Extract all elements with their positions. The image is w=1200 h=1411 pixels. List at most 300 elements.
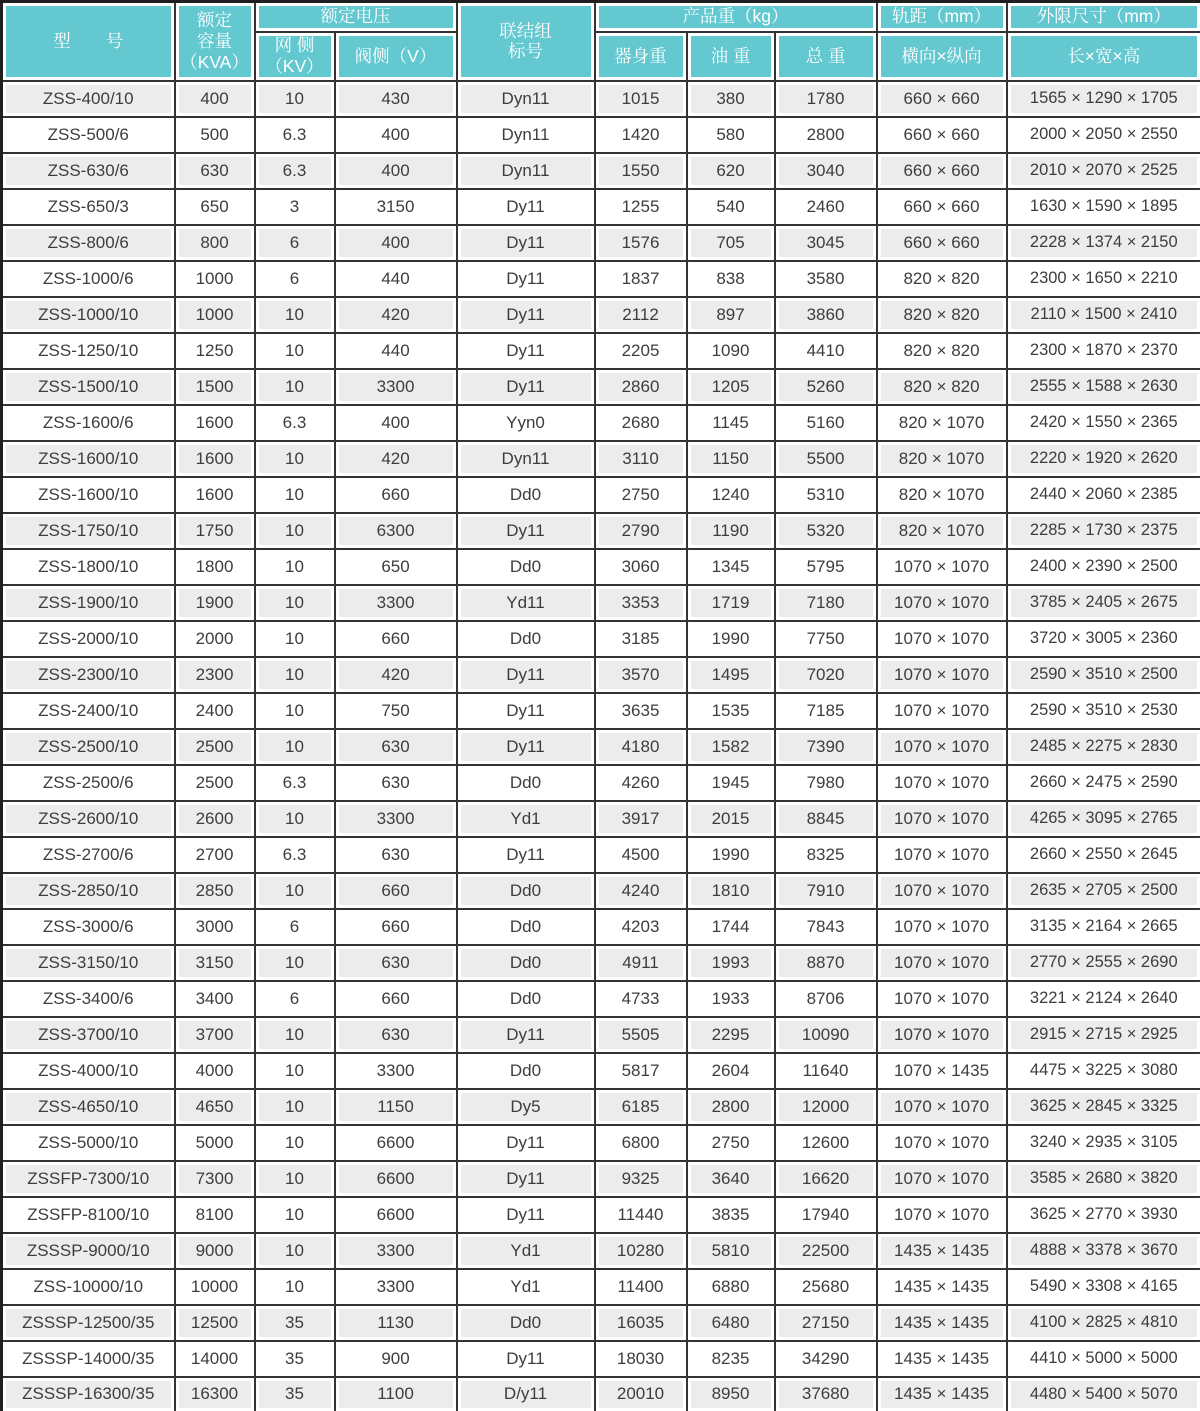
cell-model: ZSS-2500/10 — [2, 729, 175, 765]
cell-oil-weight: 8235 — [687, 1341, 775, 1377]
cell-model: ZSS-3700/10 — [2, 1017, 175, 1053]
cell-body-weight: 2790 — [595, 513, 687, 549]
cell-capacity: 10000 — [175, 1269, 255, 1305]
cell-gauge: 660 × 660 — [877, 153, 1007, 189]
cell-model: ZSS-1900/10 — [2, 585, 175, 621]
cell-valve-side: 660 — [335, 477, 457, 513]
cell-model: ZSS-2000/10 — [2, 621, 175, 657]
cell-grid-side: 10 — [255, 1269, 335, 1305]
cell-valve-side: 3300 — [335, 1269, 457, 1305]
cell-body-weight: 1576 — [595, 225, 687, 261]
cell-model: ZSS-4650/10 — [2, 1089, 175, 1125]
col-group-weight: 产品重（kg） — [595, 2, 877, 32]
cell-capacity: 2000 — [175, 621, 255, 657]
cell-oil-weight: 1990 — [687, 621, 775, 657]
cell-grid-side: 10 — [255, 657, 335, 693]
cell-total-weight: 7390 — [775, 729, 877, 765]
cell-model: ZSS-2400/10 — [2, 693, 175, 729]
cell-gauge: 820 × 820 — [877, 333, 1007, 369]
table-row — [2, 765, 1200, 801]
cell-capacity: 1750 — [175, 513, 255, 549]
cell-total-weight: 7750 — [775, 621, 877, 657]
cell-model: ZSS-2600/10 — [2, 801, 175, 837]
cell-dimensions: 3240 × 2935 × 3105 — [1007, 1125, 1200, 1161]
cell-connection: Dd0 — [457, 873, 595, 909]
cell-dimensions: 4100 × 2825 × 4810 — [1007, 1305, 1200, 1341]
cell-oil-weight: 8950 — [687, 1377, 775, 1411]
table-row — [2, 1017, 1200, 1053]
cell-body-weight: 4500 — [595, 837, 687, 873]
cell-body-weight: 4733 — [595, 981, 687, 1017]
cell-dimensions: 2220 × 1920 × 2620 — [1007, 441, 1200, 477]
table-row — [2, 1125, 1200, 1161]
cell-dimensions: 2660 × 2550 × 2645 — [1007, 837, 1200, 873]
cell-total-weight: 37680 — [775, 1377, 877, 1411]
cell-gauge: 660 × 660 — [877, 117, 1007, 153]
cell-grid-side: 10 — [255, 1089, 335, 1125]
cell-dimensions: 2915 × 2715 × 2925 — [1007, 1017, 1200, 1053]
cell-capacity: 2300 — [175, 657, 255, 693]
cell-body-weight: 3110 — [595, 441, 687, 477]
cell-connection: Dy11 — [457, 297, 595, 333]
table-row — [2, 1233, 1200, 1269]
cell-body-weight: 6185 — [595, 1089, 687, 1125]
cell-oil-weight: 1205 — [687, 369, 775, 405]
cell-capacity: 14000 — [175, 1341, 255, 1377]
cell-valve-side: 3300 — [335, 369, 457, 405]
cell-model: ZSS-1000/10 — [2, 297, 175, 333]
cell-capacity: 3150 — [175, 945, 255, 981]
cell-body-weight: 4911 — [595, 945, 687, 981]
cell-gauge: 1070 × 1070 — [877, 585, 1007, 621]
cell-dimensions: 2555 × 1588 × 2630 — [1007, 369, 1200, 405]
cell-capacity: 1500 — [175, 369, 255, 405]
col-header-model-label: 型 号 — [53, 30, 124, 51]
cell-grid-side: 35 — [255, 1305, 335, 1341]
cell-connection: Dy11 — [457, 1017, 595, 1053]
cell-body-weight: 1255 — [595, 189, 687, 225]
cell-total-weight: 3040 — [775, 153, 877, 189]
cell-model: ZSS-3000/6 — [2, 909, 175, 945]
cell-connection: Yd11 — [457, 585, 595, 621]
cell-model: ZSSSP-9000/10 — [2, 1233, 175, 1269]
cell-model: ZSS-1800/10 — [2, 549, 175, 585]
cell-grid-side: 10 — [255, 369, 335, 405]
cell-valve-side: 660 — [335, 873, 457, 909]
table-row — [2, 1377, 1200, 1411]
cell-total-weight: 8845 — [775, 801, 877, 837]
cell-gauge: 1070 × 1435 — [877, 1053, 1007, 1089]
cell-grid-side: 10 — [255, 1125, 335, 1161]
table-row — [2, 945, 1200, 981]
cell-grid-side: 6 — [255, 909, 335, 945]
cell-dimensions: 2485 × 2275 × 2830 — [1007, 729, 1200, 765]
table-row — [2, 405, 1200, 441]
col-header-body-weight: 器身重 — [595, 32, 687, 81]
cell-gauge: 1070 × 1070 — [877, 945, 1007, 981]
cell-total-weight: 5260 — [775, 369, 877, 405]
cell-oil-weight: 1535 — [687, 693, 775, 729]
cell-capacity: 4650 — [175, 1089, 255, 1125]
cell-body-weight: 20010 — [595, 1377, 687, 1411]
cell-capacity: 2850 — [175, 873, 255, 909]
cell-oil-weight: 1495 — [687, 657, 775, 693]
table-row — [2, 81, 1200, 117]
cell-total-weight: 3580 — [775, 261, 877, 297]
cell-model: ZSS-1600/10 — [2, 477, 175, 513]
cell-body-weight: 3917 — [595, 801, 687, 837]
cell-connection: Dyn11 — [457, 153, 595, 189]
table-row — [2, 513, 1200, 549]
cell-grid-side: 10 — [255, 621, 335, 657]
cell-body-weight: 4203 — [595, 909, 687, 945]
cell-connection: Dd0 — [457, 1053, 595, 1089]
table-row — [2, 1089, 1200, 1125]
cell-connection: Dd0 — [457, 909, 595, 945]
cell-oil-weight: 1993 — [687, 945, 775, 981]
cell-body-weight: 2860 — [595, 369, 687, 405]
cell-oil-weight: 2800 — [687, 1089, 775, 1125]
cell-total-weight: 7980 — [775, 765, 877, 801]
cell-dimensions: 3625 × 2845 × 3325 — [1007, 1089, 1200, 1125]
cell-capacity: 2500 — [175, 765, 255, 801]
cell-gauge: 1070 × 1070 — [877, 549, 1007, 585]
table-row — [2, 1053, 1200, 1089]
col-header-oil-weight: 油 重 — [687, 32, 775, 81]
cell-capacity: 1000 — [175, 297, 255, 333]
cell-oil-weight: 1719 — [687, 585, 775, 621]
cell-total-weight: 8706 — [775, 981, 877, 1017]
cell-oil-weight: 1990 — [687, 837, 775, 873]
cell-valve-side: 3300 — [335, 801, 457, 837]
cell-model: ZSS-400/10 — [2, 81, 175, 117]
cell-dimensions: 2228 × 1374 × 2150 — [1007, 225, 1200, 261]
cell-grid-side: 35 — [255, 1341, 335, 1377]
cell-gauge: 1070 × 1070 — [877, 1125, 1007, 1161]
cell-dimensions: 4410 × 5000 × 5000 — [1007, 1341, 1200, 1377]
cell-capacity: 2700 — [175, 837, 255, 873]
cell-valve-side: 6600 — [335, 1197, 457, 1233]
cell-valve-side: 6600 — [335, 1125, 457, 1161]
cell-model: ZSSSP-16300/35 — [2, 1377, 175, 1411]
table-row — [2, 1269, 1200, 1305]
cell-capacity: 1250 — [175, 333, 255, 369]
cell-total-weight: 16620 — [775, 1161, 877, 1197]
cell-body-weight: 1420 — [595, 117, 687, 153]
cell-oil-weight: 2295 — [687, 1017, 775, 1053]
col-header-dimensions: 长×宽×高 — [1007, 32, 1200, 81]
cell-dimensions: 2400 × 2390 × 2500 — [1007, 549, 1200, 585]
cell-total-weight: 22500 — [775, 1233, 877, 1269]
cell-capacity: 8100 — [175, 1197, 255, 1233]
cell-gauge: 820 × 1070 — [877, 441, 1007, 477]
cell-valve-side: 3150 — [335, 189, 457, 225]
cell-valve-side: 420 — [335, 657, 457, 693]
cell-oil-weight: 5810 — [687, 1233, 775, 1269]
cell-connection: Dd0 — [457, 621, 595, 657]
cell-connection: Dy5 — [457, 1089, 595, 1125]
cell-capacity: 1600 — [175, 477, 255, 513]
cell-oil-weight: 2604 — [687, 1053, 775, 1089]
cell-gauge: 1070 × 1070 — [877, 801, 1007, 837]
cell-oil-weight: 1744 — [687, 909, 775, 945]
cell-capacity: 800 — [175, 225, 255, 261]
cell-oil-weight: 580 — [687, 117, 775, 153]
cell-dimensions: 5490 × 3308 × 4165 — [1007, 1269, 1200, 1305]
cell-oil-weight: 1582 — [687, 729, 775, 765]
cell-grid-side: 10 — [255, 477, 335, 513]
col-header-grid-side-line1: 网 侧 — [274, 35, 315, 56]
cell-total-weight: 5500 — [775, 441, 877, 477]
cell-gauge: 820 × 1070 — [877, 405, 1007, 441]
cell-connection: Dy11 — [457, 1161, 595, 1197]
cell-oil-weight: 1345 — [687, 549, 775, 585]
cell-total-weight: 12600 — [775, 1125, 877, 1161]
cell-total-weight: 2460 — [775, 189, 877, 225]
cell-body-weight: 1015 — [595, 81, 687, 117]
cell-oil-weight: 1933 — [687, 981, 775, 1017]
header-row-groups — [2, 2, 1200, 32]
cell-body-weight: 4180 — [595, 729, 687, 765]
cell-capacity: 1600 — [175, 405, 255, 441]
cell-body-weight: 3570 — [595, 657, 687, 693]
cell-grid-side: 10 — [255, 1233, 335, 1269]
cell-grid-side: 6.3 — [255, 117, 335, 153]
cell-dimensions: 3221 × 2124 × 2640 — [1007, 981, 1200, 1017]
cell-oil-weight: 897 — [687, 297, 775, 333]
cell-total-weight: 7843 — [775, 909, 877, 945]
cell-grid-side: 6 — [255, 981, 335, 1017]
cell-model: ZSS-1250/10 — [2, 333, 175, 369]
cell-valve-side: 750 — [335, 693, 457, 729]
cell-oil-weight: 1945 — [687, 765, 775, 801]
cell-body-weight: 4260 — [595, 765, 687, 801]
cell-total-weight: 25680 — [775, 1269, 877, 1305]
cell-dimensions: 2010 × 2070 × 2525 — [1007, 153, 1200, 189]
cell-total-weight: 5795 — [775, 549, 877, 585]
table-row — [2, 837, 1200, 873]
cell-oil-weight: 705 — [687, 225, 775, 261]
col-header-capacity-line3: （KVA） — [180, 51, 249, 72]
cell-dimensions: 2660 × 2475 × 2590 — [1007, 765, 1200, 801]
cell-body-weight: 5817 — [595, 1053, 687, 1089]
cell-oil-weight: 6480 — [687, 1305, 775, 1341]
cell-capacity: 16300 — [175, 1377, 255, 1411]
cell-oil-weight: 1190 — [687, 513, 775, 549]
cell-body-weight: 1550 — [595, 153, 687, 189]
cell-dimensions: 4265 × 3095 × 2765 — [1007, 801, 1200, 837]
table-row — [2, 225, 1200, 261]
table-row — [2, 621, 1200, 657]
cell-gauge: 660 × 660 — [877, 189, 1007, 225]
table-row — [2, 441, 1200, 477]
col-group-gauge: 轨距（mm） — [877, 2, 1007, 32]
cell-connection: Yyn0 — [457, 405, 595, 441]
cell-gauge: 1070 × 1070 — [877, 981, 1007, 1017]
cell-body-weight: 1837 — [595, 261, 687, 297]
cell-gauge: 820 × 820 — [877, 369, 1007, 405]
cell-body-weight: 3185 — [595, 621, 687, 657]
cell-connection: Dy11 — [457, 729, 595, 765]
cell-body-weight: 3060 — [595, 549, 687, 585]
cell-connection: Yd1 — [457, 1233, 595, 1269]
table-row — [2, 549, 1200, 585]
cell-valve-side: 630 — [335, 945, 457, 981]
cell-oil-weight: 6880 — [687, 1269, 775, 1305]
col-header-gauge: 横向×纵向 — [877, 32, 1007, 81]
cell-capacity: 3000 — [175, 909, 255, 945]
cell-valve-side: 3300 — [335, 1233, 457, 1269]
cell-grid-side: 10 — [255, 297, 335, 333]
cell-dimensions: 3785 × 2405 × 2675 — [1007, 585, 1200, 621]
cell-valve-side: 1100 — [335, 1377, 457, 1411]
cell-capacity: 400 — [175, 81, 255, 117]
cell-capacity: 12500 — [175, 1305, 255, 1341]
col-header-capacity — [175, 2, 255, 81]
cell-model: ZSS-1500/10 — [2, 369, 175, 405]
col-header-valve-side: 阀侧（V） — [335, 32, 457, 81]
table-body — [2, 81, 1200, 1411]
cell-connection: Dy11 — [457, 513, 595, 549]
cell-gauge: 1070 × 1070 — [877, 1161, 1007, 1197]
cell-dimensions: 2635 × 2705 × 2500 — [1007, 873, 1200, 909]
cell-gauge: 820 × 820 — [877, 261, 1007, 297]
cell-connection: Dd0 — [457, 981, 595, 1017]
cell-grid-side: 10 — [255, 693, 335, 729]
cell-connection: Dy11 — [457, 837, 595, 873]
col-group-dimensions: 外限尺寸（mm） — [1007, 2, 1200, 32]
cell-valve-side: 400 — [335, 405, 457, 441]
cell-valve-side: 400 — [335, 117, 457, 153]
cell-valve-side: 440 — [335, 261, 457, 297]
cell-capacity: 2400 — [175, 693, 255, 729]
cell-oil-weight: 1150 — [687, 441, 775, 477]
cell-total-weight: 3860 — [775, 297, 877, 333]
cell-dimensions: 1565 × 1290 × 1705 — [1007, 81, 1200, 117]
cell-gauge: 1070 × 1070 — [877, 693, 1007, 729]
table-row — [2, 585, 1200, 621]
cell-body-weight: 3635 — [595, 693, 687, 729]
cell-valve-side: 420 — [335, 297, 457, 333]
cell-grid-side: 35 — [255, 1377, 335, 1411]
cell-capacity: 7300 — [175, 1161, 255, 1197]
col-header-connection-line2: 标号 — [508, 41, 543, 62]
cell-valve-side: 1150 — [335, 1089, 457, 1125]
cell-grid-side: 10 — [255, 333, 335, 369]
cell-oil-weight: 1090 — [687, 333, 775, 369]
cell-dimensions: 3135 × 2164 × 2665 — [1007, 909, 1200, 945]
table-row — [2, 981, 1200, 1017]
cell-oil-weight: 2015 — [687, 801, 775, 837]
cell-grid-side: 10 — [255, 729, 335, 765]
cell-connection: Dyn11 — [457, 117, 595, 153]
cell-valve-side: 630 — [335, 1017, 457, 1053]
cell-total-weight: 7910 — [775, 873, 877, 909]
table-row — [2, 729, 1200, 765]
cell-gauge: 1070 × 1070 — [877, 837, 1007, 873]
cell-connection: Yd1 — [457, 1269, 595, 1305]
table-row — [2, 909, 1200, 945]
cell-total-weight: 7020 — [775, 657, 877, 693]
cell-model: ZSS-500/6 — [2, 117, 175, 153]
col-header-grid-side-line2: （KV） — [265, 56, 324, 76]
cell-dimensions: 2110 × 1500 × 2410 — [1007, 297, 1200, 333]
table-row — [2, 297, 1200, 333]
cell-dimensions: 3625 × 2770 × 3930 — [1007, 1197, 1200, 1233]
cell-capacity: 3400 — [175, 981, 255, 1017]
cell-grid-side: 10 — [255, 1197, 335, 1233]
col-header-grid-side — [255, 32, 335, 81]
cell-grid-side: 6 — [255, 261, 335, 297]
cell-grid-side: 10 — [255, 1017, 335, 1053]
cell-model: ZSS-10000/10 — [2, 1269, 175, 1305]
cell-total-weight: 5310 — [775, 477, 877, 513]
cell-body-weight: 2205 — [595, 333, 687, 369]
cell-capacity: 2600 — [175, 801, 255, 837]
table-row — [2, 693, 1200, 729]
cell-body-weight: 10280 — [595, 1233, 687, 1269]
cell-model: ZSSSP-14000/35 — [2, 1341, 175, 1377]
cell-dimensions: 2285 × 1730 × 2375 — [1007, 513, 1200, 549]
cell-model: ZSS-2700/6 — [2, 837, 175, 873]
cell-connection: Dy11 — [457, 189, 595, 225]
cell-model: ZSS-1000/6 — [2, 261, 175, 297]
cell-model: ZSS-4000/10 — [2, 1053, 175, 1089]
cell-total-weight: 7185 — [775, 693, 877, 729]
col-header-capacity-line1: 额定 — [197, 10, 232, 31]
cell-oil-weight: 1810 — [687, 873, 775, 909]
cell-gauge: 1070 × 1070 — [877, 729, 1007, 765]
col-header-connection — [457, 2, 595, 81]
cell-dimensions: 4475 × 3225 × 3080 — [1007, 1053, 1200, 1089]
cell-connection: Dd0 — [457, 945, 595, 981]
cell-gauge: 660 × 660 — [877, 225, 1007, 261]
cell-valve-side: 400 — [335, 153, 457, 189]
cell-gauge: 660 × 660 — [877, 81, 1007, 117]
cell-oil-weight: 3640 — [687, 1161, 775, 1197]
cell-gauge: 1070 × 1070 — [877, 1017, 1007, 1053]
cell-oil-weight: 838 — [687, 261, 775, 297]
cell-body-weight: 3353 — [595, 585, 687, 621]
cell-valve-side: 660 — [335, 621, 457, 657]
cell-valve-side: 900 — [335, 1341, 457, 1377]
cell-connection: Dy11 — [457, 225, 595, 261]
cell-connection: Dy11 — [457, 369, 595, 405]
cell-capacity: 3700 — [175, 1017, 255, 1053]
cell-model: ZSS-650/3 — [2, 189, 175, 225]
cell-model: ZSS-1600/10 — [2, 441, 175, 477]
cell-total-weight: 5160 — [775, 405, 877, 441]
cell-model: ZSS-2300/10 — [2, 657, 175, 693]
cell-gauge: 1070 × 1070 — [877, 909, 1007, 945]
cell-valve-side: 400 — [335, 225, 457, 261]
table-row — [2, 873, 1200, 909]
table-row — [2, 1161, 1200, 1197]
cell-model: ZSS-1750/10 — [2, 513, 175, 549]
cell-grid-side: 10 — [255, 441, 335, 477]
cell-total-weight: 17940 — [775, 1197, 877, 1233]
cell-gauge: 1435 × 1435 — [877, 1233, 1007, 1269]
cell-grid-side: 10 — [255, 81, 335, 117]
cell-body-weight: 16035 — [595, 1305, 687, 1341]
cell-dimensions: 4480 × 5400 × 5070 — [1007, 1377, 1200, 1411]
cell-dimensions: 3720 × 3005 × 2360 — [1007, 621, 1200, 657]
cell-model: ZSS-5000/10 — [2, 1125, 175, 1161]
cell-valve-side: 6300 — [335, 513, 457, 549]
cell-total-weight: 27150 — [775, 1305, 877, 1341]
cell-valve-side: 3300 — [335, 585, 457, 621]
cell-total-weight: 12000 — [775, 1089, 877, 1125]
